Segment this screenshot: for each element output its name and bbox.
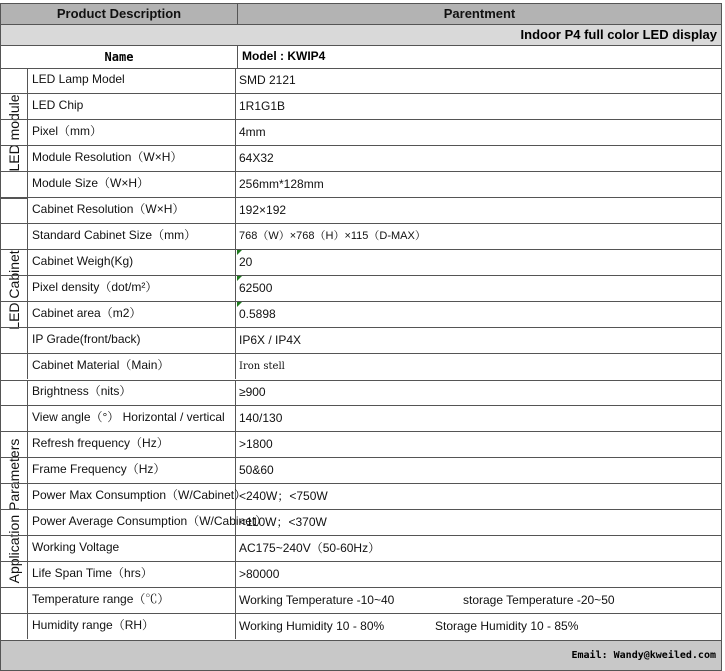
row-value: 4mm — [239, 125, 266, 139]
row-label: LED Chip — [27, 94, 236, 119]
row-label: Pixel（mm） — [27, 120, 236, 145]
header-parentment: Parentment — [443, 6, 516, 21]
footer-bar — [0, 641, 722, 671]
row-label: Cabinet Resolution（W×H） — [27, 198, 236, 223]
row-label: LED Lamp Model — [27, 68, 236, 93]
row-label: Power Max Consumption（W/Cabinet） — [27, 484, 236, 509]
table-row — [0, 198, 722, 224]
table-row — [0, 68, 722, 94]
table-row — [0, 562, 722, 588]
cell-comment-marker — [237, 250, 242, 255]
row-label: Cabinet area（m2） — [27, 302, 236, 327]
table-row — [0, 172, 722, 198]
row-label: Refresh frequency（Hz） — [27, 432, 236, 457]
group-label: LED module — [6, 94, 22, 172]
row-label: Life Span Time（hrs） — [27, 562, 236, 587]
row-value: 140/130 — [239, 411, 283, 425]
row-label: Module Resolution（W×H） — [27, 146, 236, 171]
table-header — [0, 3, 722, 25]
table-row — [0, 94, 722, 120]
model-value: Model : KWIP4 — [242, 49, 326, 63]
row-value: 192×192 — [239, 203, 287, 217]
row-value: SMD 2121 — [239, 73, 296, 87]
row-label: Humidity range（RH） — [27, 614, 236, 639]
cell-comment-marker — [237, 302, 242, 307]
row-value — [237, 588, 721, 613]
row-value: 50&60 — [239, 463, 274, 477]
table-row — [0, 406, 722, 432]
table-row — [0, 536, 722, 562]
table-row — [0, 380, 722, 406]
row-label: Temperature range（℃） — [27, 588, 236, 613]
row-label: Working Voltage — [27, 536, 236, 561]
table-row — [0, 484, 722, 510]
row-label: Cabinet Weigh(Kg) — [27, 250, 236, 275]
row-value: AC175~240V（50-60Hz） — [239, 541, 381, 555]
table-row — [0, 120, 722, 146]
row-value: 0.5898 — [239, 307, 276, 321]
table-row — [0, 328, 722, 354]
row-label: Cabinet Material（Main） — [27, 354, 236, 379]
row-label: Brightness（nits） — [27, 380, 236, 405]
table-row — [0, 146, 722, 172]
table-row — [0, 276, 722, 302]
table-row — [0, 458, 722, 484]
row-value: 64X32 — [239, 151, 274, 165]
product-title: Indoor P4 full color LED display — [0, 25, 722, 46]
table-row — [0, 250, 722, 276]
group-label: Application Parameters — [6, 438, 22, 583]
row-value: >1800 — [239, 437, 273, 451]
row-value — [237, 614, 721, 639]
table-row — [0, 432, 722, 458]
table-row — [0, 510, 722, 536]
row-value: ≥900 — [239, 385, 266, 399]
row-value: Iron stell — [239, 361, 285, 372]
table-row — [0, 354, 722, 381]
row-label: Module Size（W×H） — [27, 172, 236, 197]
row-label: View angle（°） Horizontal / vertical — [27, 406, 236, 431]
row-value: 62500 — [239, 281, 273, 295]
row-value: IP6X / IP4X — [239, 333, 302, 347]
table-row — [0, 614, 722, 641]
row-label: Pixel density（dot/m²） — [27, 276, 236, 301]
table-row — [0, 302, 722, 328]
row-label: Standard Cabinet Size（mm） — [27, 224, 236, 249]
row-value: 768（W）×768（H）×115（D-MAX） — [239, 230, 426, 242]
row-value: <240W；<750W — [239, 489, 328, 503]
name-row — [0, 46, 722, 69]
cell-comment-marker — [237, 276, 242, 281]
storage-temperature: storage Temperature -20~50 — [463, 593, 615, 607]
row-value: 1R1G1B — [239, 99, 286, 113]
row-value: >80000 — [239, 567, 280, 581]
working-temperature: Working Temperature -10~40 — [239, 593, 395, 607]
row-label: IP Grade(front/back) — [27, 328, 236, 353]
row-value: 20 — [239, 255, 253, 269]
name-label: Name — [1, 46, 238, 68]
working-humidity: Working Humidity 10 - 80% — [239, 619, 385, 633]
group-label: LED Cabinet — [6, 249, 22, 330]
row-value: 256mm*128mm — [239, 177, 324, 191]
header-product-description: Product Description — [1, 4, 238, 24]
row-value: <110W；<370W — [239, 515, 327, 529]
storage-humidity: Storage Humidity 10 - 85% — [435, 619, 579, 633]
table-row — [0, 588, 722, 614]
row-label: Power Average Consumption（W/Cabinet） — [27, 510, 236, 535]
row-label: Frame Frequency（Hz） — [27, 458, 236, 483]
table-row — [0, 224, 722, 250]
contact-email: Email: Wandy@kweiled.com — [571, 650, 716, 661]
